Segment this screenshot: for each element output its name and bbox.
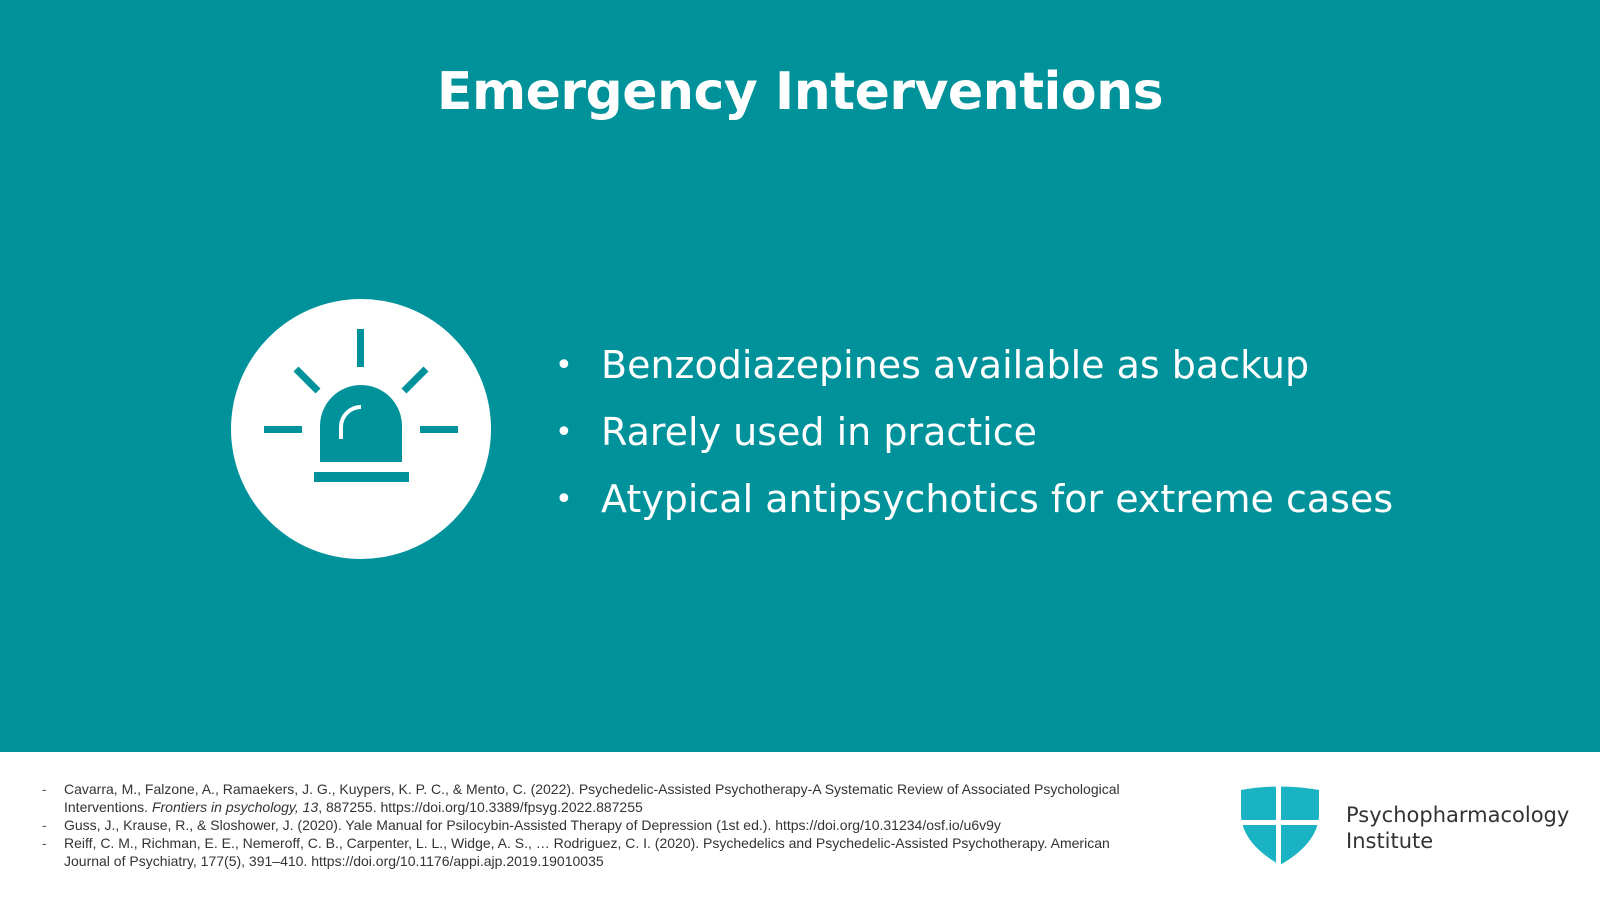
references-list [42, 780, 1142, 870]
reference-item [42, 780, 1142, 816]
reference-dash-icon: - [42, 817, 47, 833]
reference-text: Cavarra, M., Falzone, A., Ramaekers, J. G., Kuypers, K. P. C., & Mento, C. (2022). Psychedelic-Assisted Psychotherapy-A Systematic Review of Associated Psychological Interventions. [64, 781, 1120, 815]
emergency-siren-icon [231, 299, 491, 559]
bullet-dot-icon: • [555, 482, 573, 517]
reference-dash-icon: - [42, 835, 47, 851]
reference-item [42, 816, 1142, 834]
bullet-item [555, 466, 1393, 533]
reference-text: Reiff, C. M., Richman, E. E., Nemeroff, C. B., Carpenter, L. L., Widge, A. S., … Rodriguez, C. I. (2020). Psychedelics and Psychedelic-Assisted Psychotherapy. American Journal of Psychiatry, 177(5), 391–410. https://doi.org/10.1176/appi.ajp.2019.19010035 [64, 835, 1110, 869]
bullet-list [555, 332, 1393, 533]
bullet-dot-icon: • [555, 415, 573, 450]
bullet-text: Atypical antipsychotics for extreme cases [601, 477, 1394, 521]
reference-journal: Frontiers in psychology, 13 [151, 799, 319, 815]
shield-cross-logo-icon [1238, 786, 1322, 866]
bullet-text: Benzodiazepines available as backup [601, 343, 1310, 387]
bullet-item [555, 399, 1393, 466]
slide-title: Emergency Interventions [436, 62, 1164, 122]
logo-text [1346, 802, 1569, 854]
reference-item [42, 834, 1142, 870]
logo-line1: Psychopharmacology [1346, 803, 1570, 827]
reference-text-tail: , 887255. https://doi.org/10.3389/fpsyg.2022.887255 [318, 799, 643, 815]
bullet-item [555, 332, 1393, 399]
emergency-icon-circle [231, 299, 491, 559]
bullet-dot-icon: • [555, 348, 573, 383]
institute-logo [1238, 786, 1568, 866]
bullet-text: Rarely used in practice [601, 410, 1037, 454]
footer [0, 752, 1600, 899]
reference-dash-icon: - [42, 781, 47, 797]
logo-line2: Institute [1346, 829, 1434, 853]
reference-text: Guss, J., Krause, R., & Sloshower, J. (2020). Yale Manual for Psilocybin-Assisted Therapy of Depression (1st ed.). https://doi.org/10.31234/osf.io/u6v9y [64, 817, 1001, 833]
